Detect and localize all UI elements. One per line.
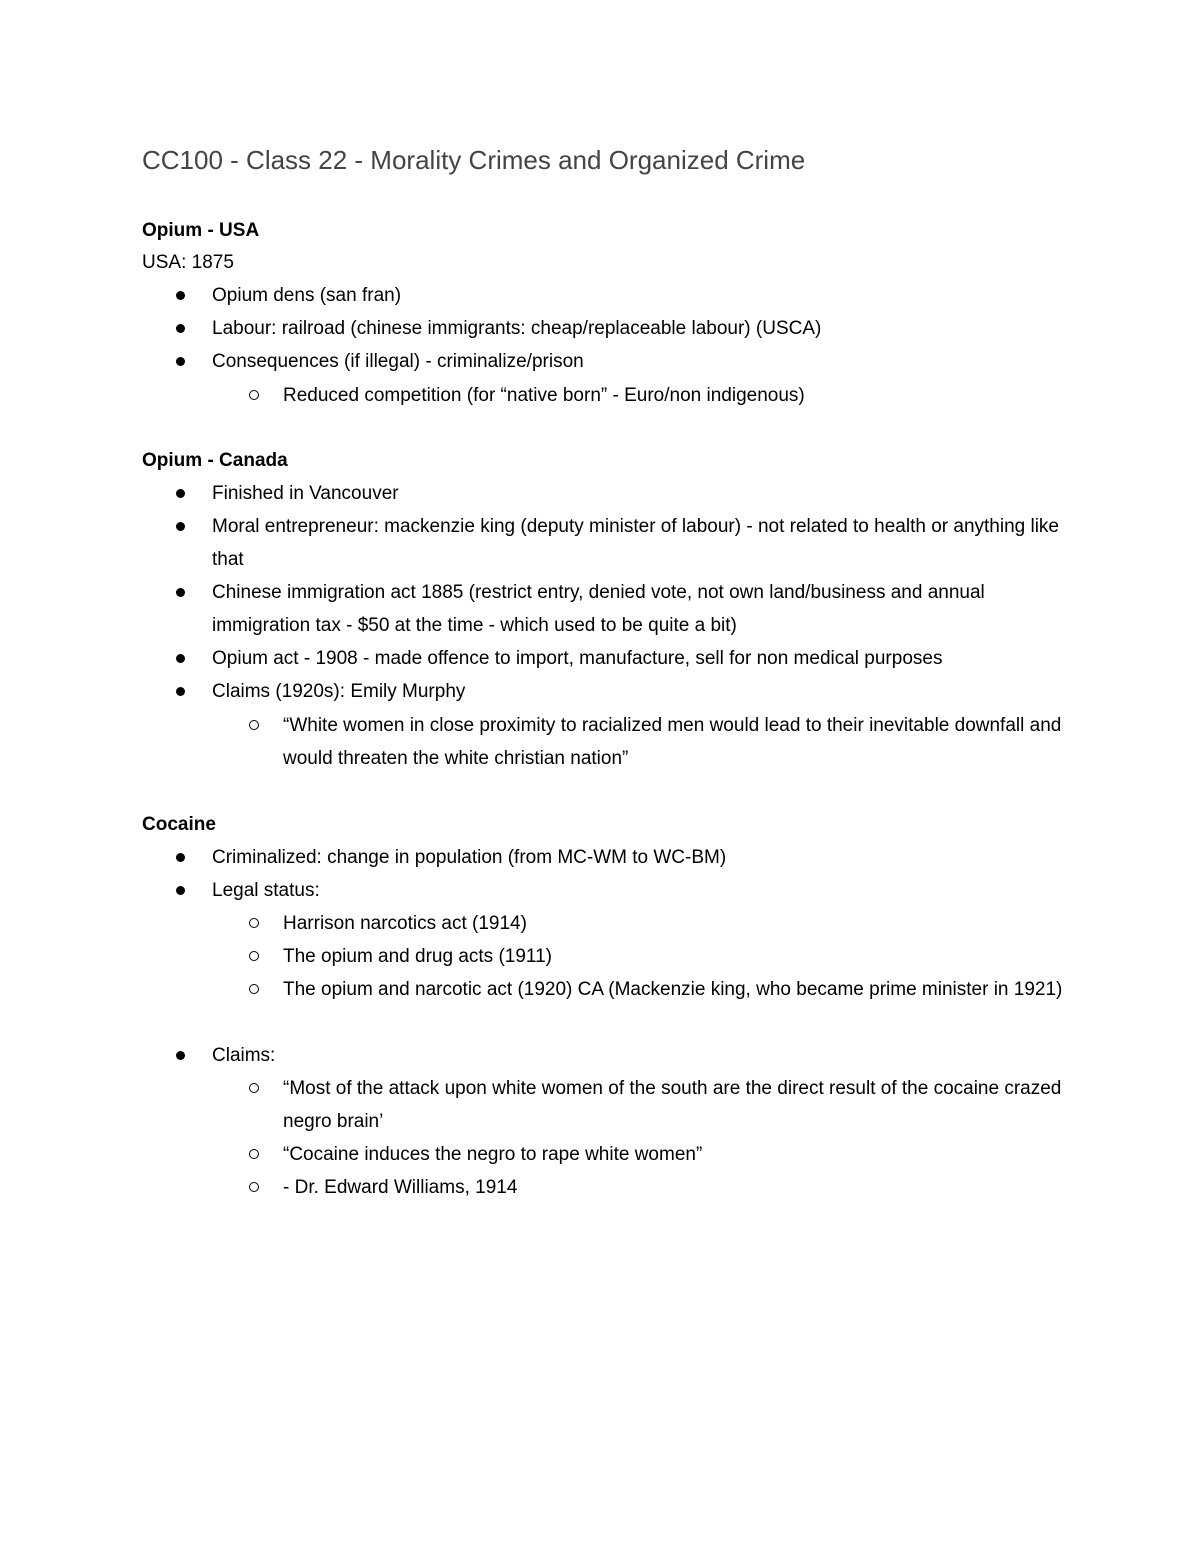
hollow-bullet-icon [249, 918, 259, 928]
bullet-icon [176, 886, 185, 895]
list-item-text: Opium act - 1908 - made offence to import, manufacture, sell for non medical purposes [212, 648, 943, 669]
bullet-icon [176, 588, 185, 597]
list-item-text: Labour: railroad (chinese immigrants: cheap/replaceable labour) (USCA) [212, 318, 822, 339]
bullet-icon [176, 687, 185, 696]
hollow-bullet-icon [249, 984, 259, 994]
sub-list-item [283, 709, 1083, 775]
bullet-icon [176, 522, 185, 531]
bullet-icon [176, 853, 185, 862]
sub-list-item [283, 1072, 1083, 1138]
bullet-icon [176, 654, 185, 663]
list-item [212, 675, 1072, 708]
list-item-text: Finished in Vancouver [212, 483, 399, 504]
hollow-bullet-icon [249, 720, 259, 730]
sub-list-item-text: “White women in close proximity to racialized men would lead to their inevitable downfall and would threaten the white christian nation” [283, 715, 1062, 769]
bullet-icon [176, 291, 185, 300]
sub-list-item-text: “Most of the attack upon white women of the south are the direct result of the cocaine crazed negro brain’ [283, 1078, 1062, 1132]
hollow-bullet-icon [249, 390, 259, 400]
sub-list-item [283, 1171, 1083, 1204]
hollow-bullet-icon [249, 1149, 259, 1159]
hollow-bullet-icon [249, 951, 259, 961]
section-heading-opium-canada: Opium - Canada [142, 450, 288, 471]
list-item [212, 841, 1072, 874]
bullet-icon [176, 324, 185, 333]
bullet-icon [176, 357, 185, 366]
list-item-text: Moral entrepreneur: mackenzie king (deputy minister of labour) - not related to health or anything like that [212, 516, 1059, 570]
opium-usa-intro: USA: 1875 [142, 252, 234, 273]
hollow-bullet-icon [249, 1182, 259, 1192]
sub-list-item-text: Reduced competition (for “native born” - Euro/non indigenous) [283, 385, 805, 406]
list-item-text: Legal status: [212, 880, 320, 901]
list-item-text: Chinese immigration act 1885 (restrict entry, denied vote, not own land/business and annual immigration tax - $50 at the time - which used to be quite a bit) [212, 582, 985, 636]
sub-list-item-text: Harrison narcotics act (1914) [283, 913, 527, 934]
list-item-text: Opium dens (san fran) [212, 285, 402, 306]
list-item [212, 874, 1072, 907]
sub-list-item [283, 940, 1083, 973]
list-item [212, 1039, 1072, 1072]
list-item-text: Claims (1920s): Emily Murphy [212, 681, 466, 702]
bullet-icon [176, 1051, 185, 1060]
list-item [212, 477, 1072, 510]
list-item [212, 576, 1072, 642]
list-item-text: Criminalized: change in population (from MC-WM to WC-BM) [212, 847, 727, 868]
sub-list-item [283, 379, 1083, 412]
list-item-text: Consequences (if illegal) - criminalize/prison [212, 351, 584, 372]
document-title: CC100 - Class 22 - Morality Crimes and Organized Crime [142, 145, 806, 175]
list-item [212, 312, 1072, 345]
sub-list-item-text: The opium and drug acts (1911) [283, 946, 552, 967]
sub-list-item [283, 1138, 1083, 1171]
sub-list-item-text: - Dr. Edward Williams, 1914 [283, 1177, 518, 1198]
bullet-icon [176, 489, 185, 498]
list-item [212, 279, 1072, 312]
list-item [212, 510, 1072, 576]
list-item-text: Claims: [212, 1045, 276, 1066]
list-item [212, 345, 1072, 378]
hollow-bullet-icon [249, 1083, 259, 1093]
section-heading-cocaine: Cocaine [142, 814, 216, 835]
section-heading-opium-usa: Opium - USA [142, 220, 260, 241]
list-item [212, 642, 1072, 675]
sub-list-item-text: The opium and narcotic act (1920) CA (Mackenzie king, who became prime minister in 1921) [283, 979, 1063, 1000]
sub-list-item-text: “Cocaine induces the negro to rape white women” [283, 1144, 703, 1165]
sub-list-item [283, 973, 1083, 1006]
sub-list-item [283, 907, 1083, 940]
